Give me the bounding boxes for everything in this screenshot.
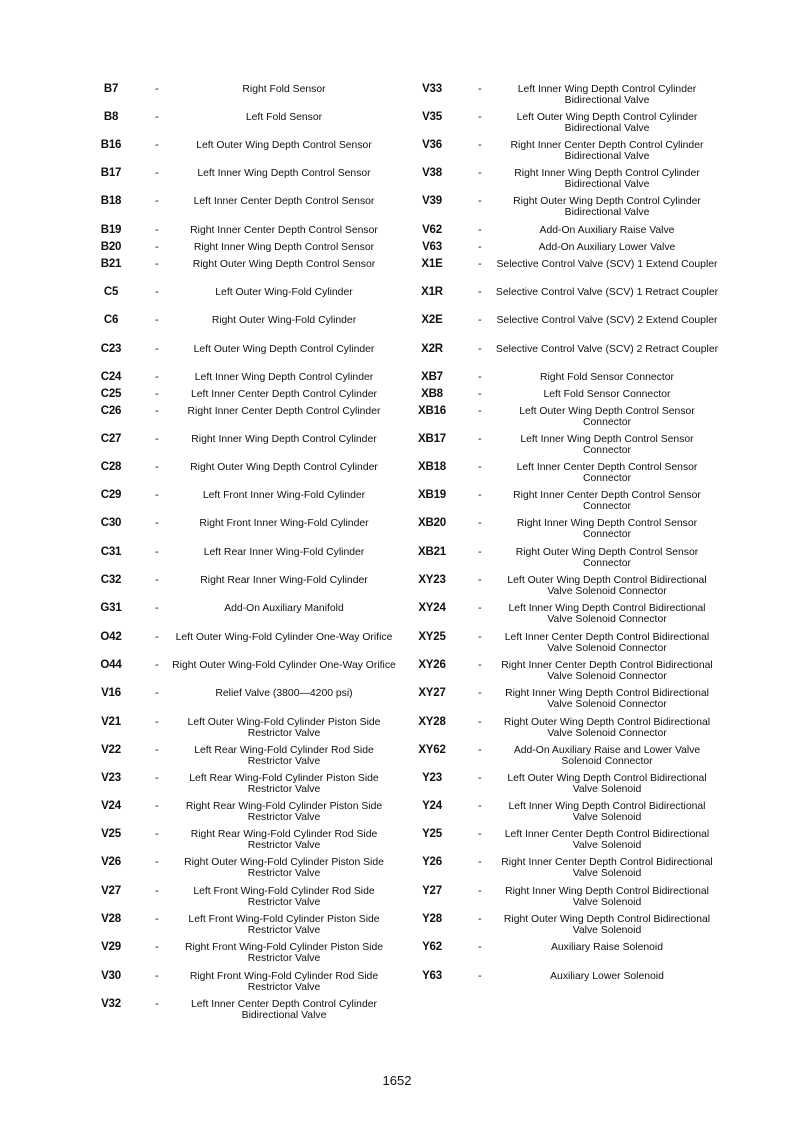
separator-dash: -: [478, 546, 482, 558]
separator-dash: -: [478, 800, 482, 812]
component-code: XB19: [418, 489, 446, 501]
separator-dash: -: [155, 687, 159, 699]
component-code: C24: [100, 371, 122, 383]
component-description: Add-On Auxiliary Manifold: [224, 603, 344, 614]
component-code: XB18: [418, 461, 446, 473]
separator-dash: -: [155, 828, 159, 840]
component-description: Right Front Wing-Fold Cylinder Piston Side Restrictor Valve: [184, 942, 384, 964]
separator-dash: -: [155, 371, 159, 383]
component-description: Right Inner Wing Depth Control Sensor: [193, 242, 375, 253]
component-code: XY26: [418, 659, 446, 671]
separator-dash: -: [155, 970, 159, 982]
component-code: X1R: [421, 286, 443, 298]
separator-dash: -: [155, 167, 159, 179]
separator-dash: -: [478, 343, 482, 355]
component-description: Right Outer Wing-Fold Cylinder: [211, 315, 357, 326]
separator-dash: -: [155, 744, 159, 756]
separator-dash: -: [478, 258, 482, 270]
component-code: V33: [422, 83, 442, 95]
component-description: Left Outer Wing-Fold Cylinder Piston Side Restrictor Valve: [187, 717, 381, 739]
separator-dash: -: [155, 314, 159, 326]
component-description: Right Outer Wing Depth Control Bidirectional Valve Solenoid Connector: [503, 717, 711, 739]
component-description: Auxiliary Lower Solenoid: [550, 971, 664, 982]
component-code: V62: [422, 224, 442, 236]
component-description: Right Outer Wing Depth Control Cylinder Bidirectional Valve: [513, 196, 701, 218]
separator-dash: -: [478, 517, 482, 529]
separator-dash: -: [478, 167, 482, 179]
component-code: B19: [100, 224, 122, 236]
component-code: V27: [101, 885, 121, 897]
component-code: Y26: [422, 856, 442, 868]
component-description: Right Front Wing-Fold Cylinder Rod Side Restrictor Valve: [189, 971, 379, 993]
separator-dash: -: [478, 489, 482, 501]
component-description: Right Inner Wing Depth Control Bidirectional Valve Solenoid: [505, 886, 709, 908]
separator-dash: -: [155, 631, 159, 643]
component-description: Right Inner Wing Depth Control Sensor Connector: [516, 518, 698, 540]
component-code: B21: [100, 258, 122, 270]
component-code: V23: [101, 772, 121, 784]
component-code: B17: [100, 167, 122, 179]
separator-dash: -: [478, 388, 482, 400]
separator-dash: -: [478, 314, 482, 326]
page-number: 1652: [382, 1073, 412, 1088]
separator-dash: -: [155, 546, 159, 558]
separator-dash: -: [155, 195, 159, 207]
component-description: Right Rear Wing-Fold Cylinder Piston Side Restrictor Valve: [185, 801, 383, 823]
separator-dash: -: [155, 574, 159, 586]
component-description: Left Inner Wing Depth Control Bidirectional Valve Solenoid: [508, 801, 706, 823]
component-description: Right Rear Wing-Fold Cylinder Rod Side Restrictor Valve: [190, 829, 378, 851]
component-code: Y24: [422, 800, 442, 812]
component-description: Left Inner Center Depth Control Bidirectional Valve Solenoid Connector: [504, 632, 710, 654]
component-code: XB7: [421, 371, 443, 383]
component-code: Y23: [422, 772, 442, 784]
separator-dash: -: [155, 286, 159, 298]
component-code: V63: [422, 241, 442, 253]
separator-dash: -: [155, 913, 159, 925]
separator-dash: -: [478, 828, 482, 840]
component-description: Right Front Inner Wing-Fold Cylinder: [199, 518, 369, 529]
component-description: Right Fold Sensor Connector: [540, 372, 674, 383]
separator-dash: -: [155, 602, 159, 614]
separator-dash: -: [155, 343, 159, 355]
component-description: Left Outer Wing-Fold Cylinder: [215, 287, 353, 298]
component-code: V35: [422, 111, 442, 123]
separator-dash: -: [478, 241, 482, 253]
component-description: Left Front Wing-Fold Cylinder Piston Side Restrictor Valve: [188, 914, 380, 936]
component-code: C23: [100, 343, 122, 355]
component-description: Left Rear Wing-Fold Cylinder Rod Side Restrictor Valve: [194, 745, 374, 767]
component-code: C32: [100, 574, 122, 586]
separator-dash: -: [478, 405, 482, 417]
component-description: Left Inner Center Depth Control Cylinder: [191, 389, 377, 400]
component-description: Selective Control Valve (SCV) 1 Extend Coupler: [496, 259, 718, 270]
component-code: XY23: [418, 574, 446, 586]
component-code: C26: [100, 405, 122, 417]
component-code: C29: [100, 489, 122, 501]
component-code: XY27: [418, 687, 446, 699]
component-code: V25: [101, 828, 121, 840]
separator-dash: -: [478, 83, 482, 95]
component-code: V21: [101, 716, 121, 728]
component-description: Left Inner Wing Depth Control Sensor Connector: [520, 434, 694, 456]
component-code: V29: [101, 941, 121, 953]
separator-dash: -: [155, 941, 159, 953]
component-description: Selective Control Valve (SCV) 2 Extend Coupler: [496, 315, 718, 326]
separator-dash: -: [478, 772, 482, 784]
separator-dash: -: [155, 517, 159, 529]
component-description: Right Rear Inner Wing-Fold Cylinder: [200, 575, 368, 586]
component-description: Left Outer Wing Depth Control Sensor: [196, 140, 372, 151]
component-code: V39: [422, 195, 442, 207]
component-code: C31: [100, 546, 122, 558]
separator-dash: -: [478, 744, 482, 756]
component-code: Y25: [422, 828, 442, 840]
separator-dash: -: [155, 489, 159, 501]
component-code: XB20: [418, 517, 446, 529]
component-code: V30: [101, 970, 121, 982]
component-code: V28: [101, 913, 121, 925]
component-description: Left Outer Wing Depth Control Sensor Connector: [519, 406, 695, 428]
component-code: O44: [100, 659, 122, 671]
component-description: Right Outer Wing Depth Control Sensor: [192, 259, 376, 270]
separator-dash: -: [478, 111, 482, 123]
component-description: Auxiliary Raise Solenoid: [550, 942, 664, 953]
component-description: Add-On Auxiliary Lower Valve: [538, 242, 676, 253]
component-code: B18: [100, 195, 122, 207]
component-description: Left Front Wing-Fold Cylinder Rod Side Restrictor Valve: [193, 886, 375, 908]
separator-dash: -: [155, 241, 159, 253]
separator-dash: -: [155, 258, 159, 270]
component-description: Left Outer Wing Depth Control Cylinder Bidirectional Valve: [516, 112, 698, 134]
component-description: Right Inner Wing Depth Control Cylinder: [191, 434, 377, 445]
component-code: Y63: [422, 970, 442, 982]
separator-dash: -: [478, 856, 482, 868]
component-description: Right Inner Center Depth Control Cylinder Bidirectional Valve: [510, 140, 704, 162]
separator-dash: -: [155, 111, 159, 123]
component-description: Left Inner Center Depth Control Bidirectional Valve Solenoid: [504, 829, 710, 851]
separator-dash: -: [478, 224, 482, 236]
component-description: Relief Valve (3800—4200 psi): [215, 688, 353, 699]
separator-dash: -: [478, 970, 482, 982]
component-description: Selective Control Valve (SCV) 2 Retract Coupler: [495, 344, 719, 355]
component-description: Left Outer Wing Depth Control Cylinder: [193, 344, 375, 355]
component-description: Left Rear Wing-Fold Cylinder Piston Side Restrictor Valve: [189, 773, 379, 795]
component-description: Right Outer Wing-Fold Cylinder Piston Side Restrictor Valve: [184, 857, 384, 879]
component-code: Y27: [422, 885, 442, 897]
component-code: XB16: [418, 405, 446, 417]
component-description: Right Inner Wing Depth Control Bidirectional Valve Solenoid Connector: [505, 688, 709, 710]
separator-dash: -: [155, 224, 159, 236]
separator-dash: -: [478, 913, 482, 925]
component-code: V26: [101, 856, 121, 868]
separator-dash: -: [155, 716, 159, 728]
component-code: V32: [101, 998, 121, 1010]
component-description: Right Inner Center Depth Control Sensor Connector: [513, 490, 701, 512]
component-description: Selective Control Valve (SCV) 1 Retract Coupler: [495, 287, 719, 298]
component-code: V38: [422, 167, 442, 179]
separator-dash: -: [478, 371, 482, 383]
component-description: Right Fold Sensor: [242, 84, 326, 95]
separator-dash: -: [155, 800, 159, 812]
separator-dash: -: [155, 139, 159, 151]
component-code: XY28: [418, 716, 446, 728]
component-code: XB8: [421, 388, 443, 400]
component-code: C25: [100, 388, 122, 400]
component-description: Left Inner Wing Depth Control Cylinder Bidirectional Valve: [517, 84, 697, 106]
separator-dash: -: [478, 631, 482, 643]
component-code: G31: [100, 602, 122, 614]
component-description: Add-On Auxiliary Raise and Lower Valve Solenoid Connector: [513, 745, 701, 767]
component-code: O42: [100, 631, 122, 643]
component-description: Left Outer Wing-Fold Cylinder One-Way Orifice: [175, 632, 393, 643]
separator-dash: -: [478, 659, 482, 671]
component-code: XY25: [418, 631, 446, 643]
component-code: C6: [103, 314, 119, 326]
separator-dash: -: [155, 405, 159, 417]
component-description: Right Outer Wing Depth Control Sensor Connector: [515, 547, 699, 569]
separator-dash: -: [155, 461, 159, 473]
component-description: Right Outer Wing Depth Control Cylinder: [190, 462, 378, 473]
separator-dash: -: [155, 83, 159, 95]
separator-dash: -: [155, 388, 159, 400]
separator-dash: -: [155, 998, 159, 1010]
separator-dash: -: [478, 941, 482, 953]
separator-dash: -: [478, 574, 482, 586]
separator-dash: -: [155, 885, 159, 897]
component-description: Left Rear Inner Wing-Fold Cylinder: [203, 547, 365, 558]
component-code: XB21: [418, 546, 446, 558]
component-description: Right Inner Center Depth Control Bidirectional Valve Solenoid Connector: [501, 660, 713, 682]
component-code: V24: [101, 800, 121, 812]
component-code: V36: [422, 139, 442, 151]
separator-dash: -: [478, 716, 482, 728]
component-description: Left Inner Wing Depth Control Sensor: [197, 168, 371, 179]
component-description: Right Inner Center Depth Control Sensor: [190, 225, 378, 236]
component-description: Left Outer Wing Depth Control Bidirectional Valve Solenoid Connector: [507, 575, 707, 597]
component-code: X1E: [421, 258, 443, 270]
component-description: Left Front Inner Wing-Fold Cylinder: [202, 490, 366, 501]
component-code: Y62: [422, 941, 442, 953]
separator-dash: -: [155, 856, 159, 868]
component-code: B7: [103, 83, 119, 95]
separator-dash: -: [478, 433, 482, 445]
separator-dash: -: [478, 885, 482, 897]
component-description: Left Inner Wing Depth Control Bidirectional Valve Solenoid Connector: [508, 603, 706, 625]
separator-dash: -: [478, 602, 482, 614]
separator-dash: -: [155, 659, 159, 671]
component-code: Y28: [422, 913, 442, 925]
component-code: XB17: [418, 433, 446, 445]
component-description: Left Inner Center Depth Control Sensor Connector: [516, 462, 698, 484]
component-description: Left Fold Sensor Connector: [543, 389, 671, 400]
component-code: XY62: [418, 744, 446, 756]
component-code: C30: [100, 517, 122, 529]
component-code: V16: [101, 687, 121, 699]
component-code: C28: [100, 461, 122, 473]
component-description: Right Inner Center Depth Control Cylinder: [187, 406, 381, 417]
component-description: Right Outer Wing-Fold Cylinder One-Way Orifice: [172, 660, 396, 671]
component-description: Left Outer Wing Depth Control Bidirectional Valve Solenoid: [507, 773, 707, 795]
component-code: X2E: [421, 314, 443, 326]
separator-dash: -: [478, 139, 482, 151]
component-description: Add-On Auxiliary Raise Valve: [539, 225, 675, 236]
separator-dash: -: [478, 195, 482, 207]
separator-dash: -: [155, 433, 159, 445]
component-description: Right Outer Wing Depth Control Bidirectional Valve Solenoid: [503, 914, 711, 936]
component-code: XY24: [418, 602, 446, 614]
component-description: Left Inner Center Depth Control Sensor: [193, 196, 375, 207]
separator-dash: -: [478, 286, 482, 298]
separator-dash: -: [155, 772, 159, 784]
component-description: Left Inner Center Depth Control Cylinder Bidirectional Valve: [191, 999, 377, 1021]
component-code: C5: [103, 286, 119, 298]
component-code: B16: [100, 139, 122, 151]
component-description: Left Inner Wing Depth Control Cylinder: [194, 372, 374, 383]
component-code: C27: [100, 433, 122, 445]
component-code: X2R: [421, 343, 443, 355]
component-code: B20: [100, 241, 122, 253]
separator-dash: -: [478, 461, 482, 473]
component-description: Right Inner Wing Depth Control Cylinder Bidirectional Valve: [514, 168, 700, 190]
component-code: B8: [103, 111, 119, 123]
separator-dash: -: [478, 687, 482, 699]
component-description: Right Inner Center Depth Control Bidirectional Valve Solenoid: [501, 857, 713, 879]
component-code: V22: [101, 744, 121, 756]
component-description: Left Fold Sensor: [245, 112, 323, 123]
